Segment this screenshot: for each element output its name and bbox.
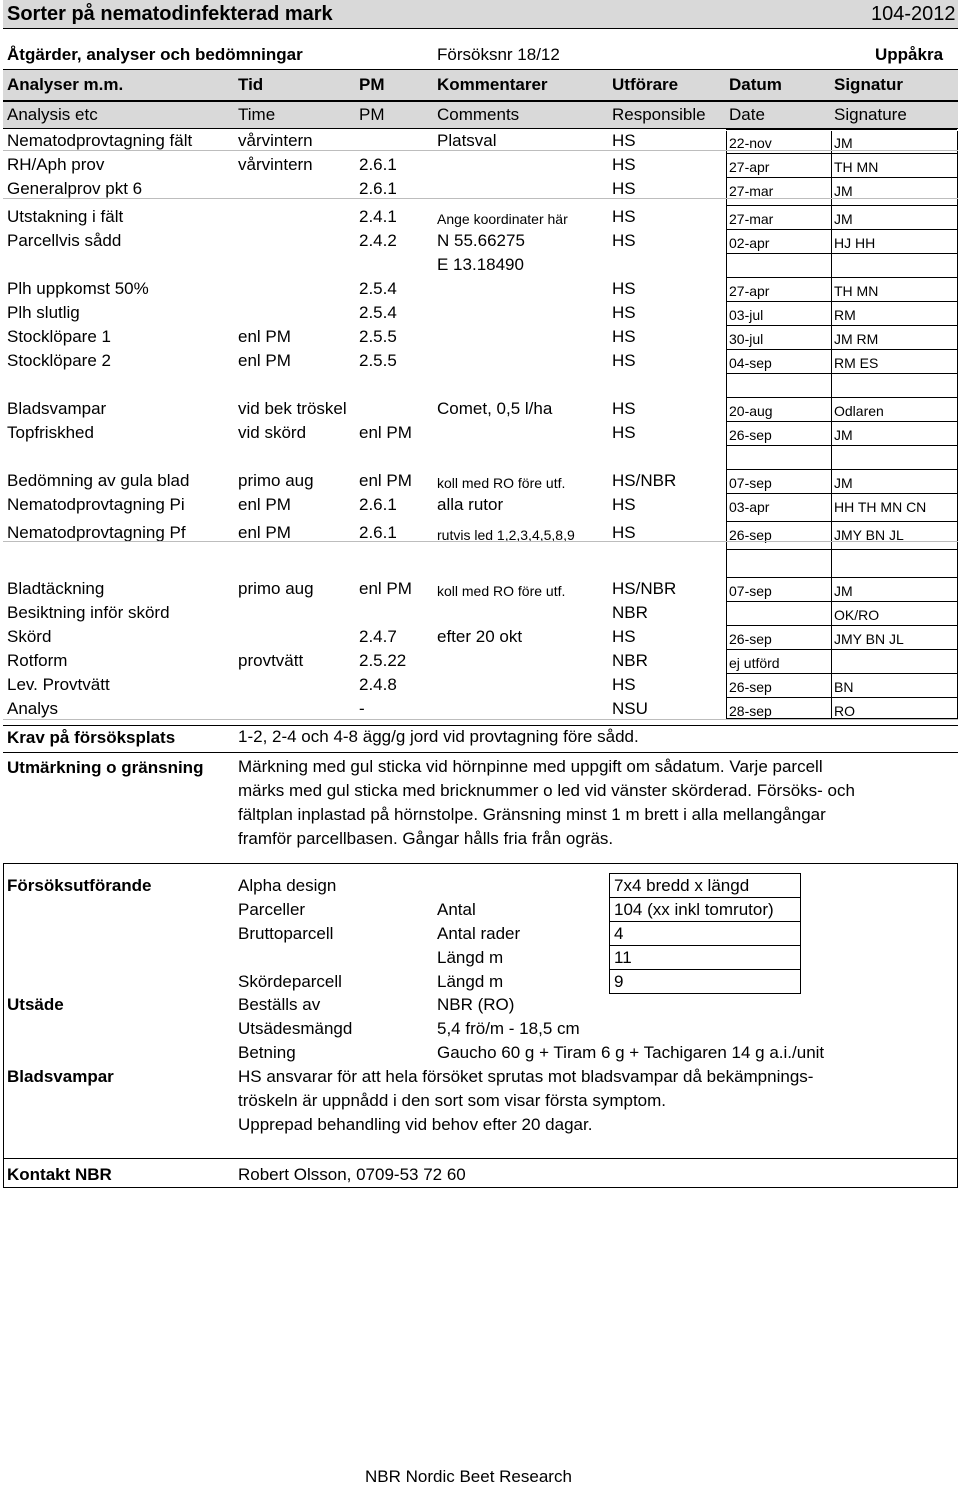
- grid-vline: [957, 131, 958, 720]
- utsade-b: NBR (RO): [437, 995, 515, 1014]
- column-header-sv-3: Kommentarer: [437, 75, 548, 94]
- cell-a: Nematodprovtagning Pi: [7, 495, 185, 514]
- cell-u: HS: [612, 327, 636, 346]
- setup-c: 104 (xx inkl tomrutor): [614, 900, 774, 919]
- cell-pm: enl PM: [359, 423, 412, 442]
- grid-hline: [726, 153, 957, 154]
- kontakt-label: Kontakt NBR: [7, 1165, 112, 1184]
- section-rule: [3, 541, 958, 542]
- cell-pm: 2.5.22: [359, 651, 407, 670]
- divider-utmarkning: [3, 752, 958, 753]
- cell-a: Topfriskhed: [7, 423, 94, 442]
- cell-u: HS: [612, 351, 636, 370]
- cell-a: Stocklöpare 1: [7, 327, 111, 346]
- grid-hline: [726, 649, 957, 650]
- trial-location: Uppåkra: [875, 45, 944, 64]
- cell-s: OK/RO: [834, 607, 880, 623]
- utsade-b: Gaucho 60 g + Tiram 6 g + Tachigaren 14 g a.i./unit: [437, 1043, 825, 1062]
- krav-label: Krav på försöksplats: [7, 728, 176, 747]
- cell-a: Utstakning i fält: [7, 207, 124, 226]
- cell-u: NBR: [612, 603, 648, 622]
- cell-pm: enl PM: [359, 579, 412, 598]
- cell-d: 26-sep: [729, 679, 772, 695]
- cell-pm: 2.6.1: [359, 495, 397, 514]
- cell-s: JM: [834, 427, 853, 443]
- setup-b: Längd m: [437, 972, 504, 991]
- cell-s: RM ES: [834, 355, 879, 371]
- cell-s: RM: [834, 307, 856, 323]
- divider-kontakt: [3, 1158, 958, 1159]
- cell-pm: enl PM: [359, 471, 412, 490]
- text-line: märks med gul sticka med bricknummer o led vid vänster skörderad. Försöks- och: [238, 781, 855, 800]
- column-header-sv-0: Analyser m.m.: [7, 75, 124, 94]
- bladsvampar-label: Bladsvampar: [7, 1067, 114, 1086]
- grid-hline: [726, 301, 957, 302]
- column-header-sv-2: PM: [359, 75, 385, 94]
- setup-c: 4: [614, 924, 624, 943]
- cell-a: Besiktning inför skörd: [7, 603, 170, 622]
- cell-pm: 2.5.5: [359, 327, 397, 346]
- cell-a: Stocklöpare 2: [7, 351, 111, 370]
- divider-krav: [3, 725, 958, 726]
- cell-s: JMY BN JL: [834, 527, 904, 543]
- cell-s: RO: [834, 703, 855, 719]
- grid-hline: [726, 625, 957, 626]
- cell-c: koll med RO före utf.: [437, 475, 566, 491]
- text-line: Upprepad behandling vid behov efter 20 dagar.: [238, 1115, 593, 1134]
- cell-t: enl PM: [238, 495, 291, 514]
- cell-s: JM: [834, 475, 853, 491]
- kontakt-value: Robert Olsson, 0709-53 72 60: [238, 1165, 466, 1184]
- setup-value-box: [609, 969, 801, 994]
- cell-a: Plh slutlig: [7, 303, 80, 322]
- grid-hline: [726, 601, 957, 602]
- cell-c: Comet, 0,5 l/ha: [437, 399, 553, 418]
- cell-t: enl PM: [238, 351, 291, 370]
- cell-a: Analys: [7, 699, 59, 718]
- cell-u: HS/NBR: [612, 471, 677, 490]
- cell-s: Odlaren: [834, 403, 884, 419]
- cell-t: primo aug: [238, 579, 314, 598]
- cell-s: BN: [834, 679, 854, 695]
- forsoksutforande-label: Försöksutförande: [7, 876, 152, 895]
- cell-d: 27-apr: [729, 159, 770, 175]
- cell-t: vid skörd: [238, 423, 307, 442]
- cell-s: TH MN: [834, 159, 879, 175]
- grid-hline: [726, 697, 957, 698]
- cell-c: Platsval: [437, 131, 497, 150]
- cell-s: JM RM: [834, 331, 879, 347]
- setup-value-box: [609, 921, 801, 946]
- grid-hline: [726, 469, 957, 470]
- cell-c: Ange koordinater här: [437, 211, 568, 227]
- grid-hline: [726, 445, 957, 446]
- utsade-a: Betning: [238, 1043, 296, 1062]
- cell-u: HS: [612, 179, 636, 198]
- cell-d: 03-jul: [729, 307, 764, 323]
- setup-value-box: [609, 873, 801, 898]
- cell-a: Skörd: [7, 627, 52, 646]
- text-line: HS ansvarar för att hela försöket sprutas mot bladsvampar då bekämpnings-: [238, 1067, 814, 1086]
- cell-u: HS: [612, 131, 636, 150]
- cell-pm: 2.4.1: [359, 207, 397, 226]
- setup-b: Antal rader: [437, 924, 521, 943]
- column-header-sv-4: Utförare: [612, 75, 679, 94]
- cell-a: Plh uppkomst 50%: [7, 279, 149, 298]
- column-header-en-1: Time: [238, 105, 276, 124]
- cell-pm: 2.5.5: [359, 351, 397, 370]
- cell-c: efter 20 okt: [437, 627, 523, 646]
- text-line: fältplan inplastad på hörnstolpe. Gränsning minst 1 m brett i alla mellangångar: [238, 805, 826, 824]
- grid-vline: [726, 131, 727, 720]
- cell-u: HS: [612, 279, 636, 298]
- grid-hline: [726, 277, 957, 278]
- grid-hline: [726, 349, 957, 350]
- cell-pm: 2.6.1: [359, 523, 397, 542]
- cell-a: Nematodprovtagning Pf: [7, 523, 186, 542]
- grid-hline: [726, 673, 957, 674]
- utsade-a: Beställs av: [238, 995, 321, 1014]
- cell-pm: 2.5.4: [359, 303, 397, 322]
- setup-a: Skördeparcell: [238, 972, 342, 991]
- utmarkning-label: Utmärkning o gränsning: [7, 758, 204, 777]
- cell-d: 04-sep: [729, 355, 772, 371]
- grid-hline: [726, 397, 957, 398]
- grid-hline: [726, 253, 957, 254]
- cell-s: JM: [834, 583, 853, 599]
- column-header-sv-6: Signatur: [834, 75, 903, 94]
- cell-c: koll med RO före utf.: [437, 583, 566, 599]
- cell-u: HS: [612, 303, 636, 322]
- grid-hline: [726, 521, 957, 522]
- cell-d: ej utförd: [729, 655, 780, 671]
- trial-code: 104-2012: [871, 3, 956, 25]
- column-header-en-0: Analysis etc: [7, 105, 98, 124]
- cell-t: vårvintern: [238, 131, 313, 150]
- cell-u: HS: [612, 675, 636, 694]
- text-line: framför parcellbasen. Gångar hålls fria från ogräs.: [238, 829, 614, 848]
- cell-t: vårvintern: [238, 155, 313, 174]
- cell-s: JM: [834, 211, 853, 227]
- cell-d: 27-apr: [729, 283, 770, 299]
- cell-c: N 55.66275: [437, 231, 525, 250]
- cell-a: Bedömning av gula blad: [7, 471, 190, 490]
- grid-hline: [726, 205, 957, 206]
- cell-d: 27-mar: [729, 211, 774, 227]
- cell-d: 26-sep: [729, 527, 772, 543]
- cell-pm: -: [359, 699, 365, 718]
- column-header-sv-1: Tid: [238, 75, 264, 94]
- setup-a: Parceller: [238, 900, 306, 919]
- cell-d: 27-mar: [729, 183, 774, 199]
- column-header-en-5: Date: [729, 105, 765, 124]
- setup-c: 9: [614, 972, 624, 991]
- cell-a: Bladtäckning: [7, 579, 105, 598]
- cell-t: enl PM: [238, 327, 291, 346]
- section-rule: [3, 198, 958, 199]
- cell-u: HS: [612, 523, 636, 542]
- cell-d: 07-sep: [729, 583, 772, 599]
- cell-pm: 2.6.1: [359, 179, 397, 198]
- cell-u: HS/NBR: [612, 579, 677, 598]
- grid-hline: [726, 177, 957, 178]
- cell-a: Nematodprovtagning fält: [7, 131, 193, 150]
- cell-c: alla rutor: [437, 495, 504, 514]
- cell-pm: 2.6.1: [359, 155, 397, 174]
- utsade-b: 5,4 frö/m - 18,5 cm: [437, 1019, 580, 1038]
- cell-a: Parcellvis sådd: [7, 231, 122, 250]
- text-line: Märkning med gul sticka vid hörnpinne med uppgift om sådatum. Varje parcell: [238, 757, 823, 776]
- subtitle: Åtgärder, analyser och bedömningar: [7, 45, 303, 64]
- cell-t: primo aug: [238, 471, 314, 490]
- cell-pm: 2.5.4: [359, 279, 397, 298]
- cell-a: Generalprov pkt 6: [7, 179, 143, 198]
- cell-s: JMY BN JL: [834, 631, 904, 647]
- section-rule: [3, 719, 958, 720]
- grid-hline: [726, 373, 957, 374]
- cell-a: Bladsvampar: [7, 399, 107, 418]
- column-header-en-3: Comments: [437, 105, 520, 124]
- cell-u: HS: [612, 231, 636, 250]
- setup-c: 7x4 bredd x längd: [614, 876, 750, 895]
- krav-text: 1-2, 2-4 och 4-8 ägg/g jord vid provtagning före sådd.: [238, 727, 639, 746]
- cell-a: RH/Aph prov: [7, 155, 105, 174]
- cell-d: 30-jul: [729, 331, 764, 347]
- cell-c: E 13.18490: [437, 255, 524, 274]
- section-rule: [3, 150, 958, 151]
- cell-t: enl PM: [238, 523, 291, 542]
- cell-d: 26-sep: [729, 631, 772, 647]
- text-line: tröskeln är uppnådd i den sort som visar första symptom.: [238, 1091, 667, 1110]
- cell-u: HS: [612, 423, 636, 442]
- trial-number: Försöksnr 18/12: [437, 45, 560, 64]
- cell-pm: 2.4.7: [359, 627, 397, 646]
- cell-u: HS: [612, 207, 636, 226]
- setup-value-box: [609, 897, 801, 922]
- column-header-en-4: Responsible: [612, 105, 706, 124]
- cell-u: HS: [612, 627, 636, 646]
- grid-hline: [726, 325, 957, 326]
- cell-d: 22-nov: [729, 135, 772, 151]
- setup-c: 11: [614, 948, 632, 967]
- cell-d: 07-sep: [729, 475, 772, 491]
- cell-s: JM: [834, 135, 853, 151]
- setup-b: Längd m: [437, 948, 504, 967]
- cell-d: 02-apr: [729, 235, 770, 251]
- grid-hline: [726, 129, 957, 130]
- grid-hline: [726, 421, 957, 422]
- column-header-en-6: Signature: [834, 105, 907, 124]
- cell-d: 26-sep: [729, 427, 772, 443]
- cell-pm: 2.4.2: [359, 231, 397, 250]
- page-title: Sorter på nematodinfekterad mark: [7, 3, 333, 25]
- setup-value-box: [609, 945, 801, 970]
- cell-t: vid bek tröskel: [238, 399, 347, 418]
- footer: NBR Nordic Beet Research: [365, 1467, 572, 1486]
- cell-s: HH TH MN CN: [834, 499, 927, 515]
- grid-hline: [726, 577, 957, 578]
- cell-u: HS: [612, 495, 636, 514]
- cell-a: Lev. Provtvätt: [7, 675, 110, 694]
- setup-a: Alpha design: [238, 876, 337, 895]
- cell-d: 20-aug: [729, 403, 773, 419]
- setup-a: Bruttoparcell: [238, 924, 334, 943]
- setup-b: Antal: [437, 900, 476, 919]
- utsade-label: Utsäde: [7, 995, 64, 1014]
- cell-u: HS: [612, 155, 636, 174]
- cell-s: HJ HH: [834, 235, 876, 251]
- utsade-a: Utsädesmängd: [238, 1019, 353, 1038]
- cell-t: provtvätt: [238, 651, 304, 670]
- column-header-sv-5: Datum: [729, 75, 782, 94]
- grid-vline: [831, 131, 832, 720]
- cell-a: Rotform: [7, 651, 68, 670]
- grid-hline: [726, 229, 957, 230]
- grid-hline: [726, 493, 957, 494]
- column-header-en-2: PM: [359, 105, 385, 124]
- cell-s: JM: [834, 183, 853, 199]
- grid-hline: [726, 549, 957, 550]
- cell-u: NBR: [612, 651, 648, 670]
- cell-d: 28-sep: [729, 703, 772, 719]
- cell-u: HS: [612, 399, 636, 418]
- cell-c: rutvis led 1,2,3,4,5,8,9: [437, 527, 575, 543]
- cell-u: NSU: [612, 699, 648, 718]
- cell-d: 03-apr: [729, 499, 770, 515]
- cell-s: TH MN: [834, 283, 879, 299]
- cell-pm: 2.4.8: [359, 675, 397, 694]
